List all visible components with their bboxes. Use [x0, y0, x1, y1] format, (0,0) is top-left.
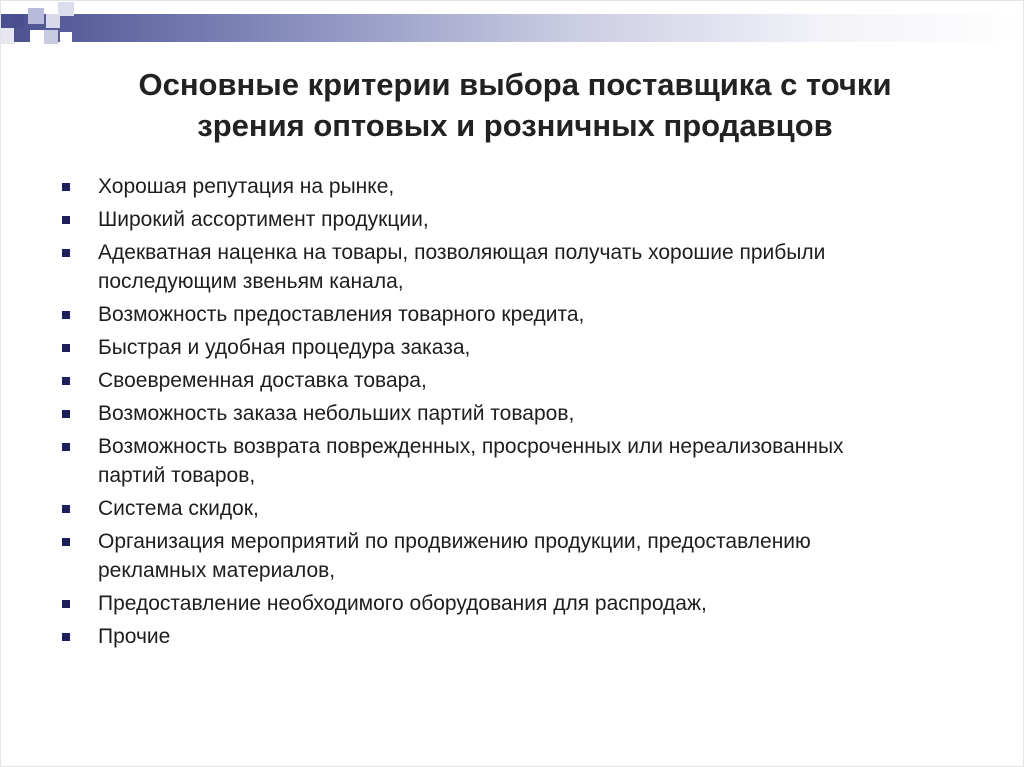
square-bullet-icon	[62, 633, 70, 641]
decorative-square	[58, 2, 74, 16]
decorative-square	[28, 8, 44, 24]
slide-title-line-2: зрения оптовых и розничных продавцов	[197, 108, 833, 143]
list-item	[60, 399, 940, 428]
slide-title-line-1: Основные критерии выбора поставщика с точки	[138, 67, 892, 102]
list-item-text: Предоставление необходимого оборудования для распродаж,	[98, 592, 707, 615]
square-bullet-icon	[62, 410, 70, 418]
list-item	[60, 205, 940, 234]
list-item	[60, 172, 940, 201]
square-bullet-icon	[62, 216, 70, 224]
slide-title	[60, 64, 970, 146]
decorative-square	[0, 28, 14, 44]
list-item	[60, 527, 940, 585]
square-bullet-icon	[62, 377, 70, 385]
square-bullet-icon	[62, 249, 70, 257]
header-gradient-bar	[0, 14, 1024, 42]
list-item	[60, 494, 940, 523]
list-item-text: Возможность возврата поврежденных, просроченных или нереализованных	[98, 435, 844, 458]
square-bullet-icon	[62, 183, 70, 191]
list-item-text: Хорошая репутация на рынке,	[98, 175, 395, 198]
list-item	[60, 622, 940, 651]
list-item	[60, 366, 940, 395]
square-bullet-icon	[62, 505, 70, 513]
decorative-square	[46, 14, 60, 28]
list-item	[60, 333, 940, 362]
decorative-square	[44, 30, 58, 44]
list-item	[60, 238, 940, 296]
list-item-text: Адекватная наценка на товары, позволяющая получать хорошие прибыли	[98, 241, 826, 264]
list-item-text: Широкий ассортимент продукции,	[98, 208, 429, 231]
list-item-text: Возможность заказа небольших партий товаров,	[98, 402, 575, 425]
decorative-square	[10, 14, 24, 28]
list-item-text: Возможность предоставления товарного кредита,	[98, 303, 585, 326]
list-item-text: Прочие	[98, 625, 171, 648]
list-item-text: Организация мероприятий по продвижению продукции, предоставлению	[98, 530, 811, 553]
criteria-list	[60, 172, 940, 655]
list-item-text: Система скидок,	[98, 497, 259, 520]
square-bullet-icon	[62, 443, 70, 451]
square-bullet-icon	[62, 344, 70, 352]
list-item	[60, 589, 940, 618]
square-bullet-icon	[62, 311, 70, 319]
list-item-text: Своевременная доставка товара,	[98, 369, 427, 392]
list-item-text: рекламных материалов,	[98, 559, 336, 582]
list-item-text: последующим звеньям канала,	[98, 270, 404, 293]
list-item-text: партий товаров,	[98, 464, 256, 487]
list-item	[60, 432, 940, 490]
list-item	[60, 300, 940, 329]
square-bullet-icon	[62, 538, 70, 546]
decorative-square	[60, 32, 72, 44]
decorative-square	[30, 30, 44, 44]
list-item-text: Быстрая и удобная процедура заказа,	[98, 336, 471, 359]
square-bullet-icon	[62, 600, 70, 608]
